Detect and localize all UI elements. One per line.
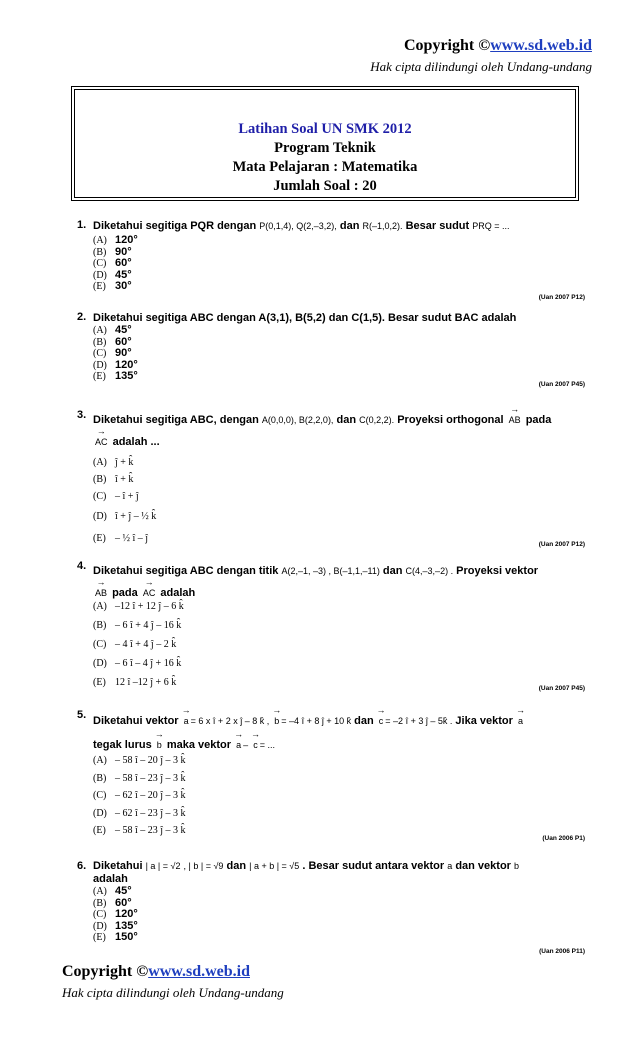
question-stem: Diketahui | a | = √2 , | b | = √9 dan | a + b | = √5 . Besar sudut antara vektor a dan vektor b adalah: [93, 860, 520, 885]
option-c[interactable]: (C) – 4 î + 4 ĵ – 2 k̂: [93, 639, 177, 650]
question-source: (Uan 2006 P11): [539, 948, 585, 955]
vector-ac: → AC: [143, 582, 156, 604]
question-stem: Diketahui segitiga PQR dengan P(0,1,4), Q(2,–3,2), dan R(–1,0,2). Besar sudut PRQ = ...: [93, 220, 510, 232]
option-b[interactable]: (B) – 6 î + 4 ĵ – 16 k̂: [93, 620, 182, 631]
question-source: (Uan 2007 P12): [538, 541, 585, 548]
header-notice: Hak cipta dilindungi oleh Undang-undang: [370, 59, 592, 74]
question-source: (Uan 2007 P12): [538, 294, 585, 301]
header-link[interactable]: www.sd.web.id: [490, 37, 592, 54]
title-line-4: Jumlah Soal : 20: [273, 178, 377, 194]
footer-copyright: [62, 963, 250, 981]
title-line-1: Latihan Soal UN SMK 2012: [238, 121, 412, 137]
question-source: (Uan 2007 P45): [538, 381, 585, 388]
options-list: [93, 597, 184, 692]
question-1: [77, 219, 585, 304]
option-d[interactable]: (D) 120°: [93, 358, 138, 371]
header-copyright-text: Copyright ©: [404, 37, 491, 54]
question-number: 5.: [77, 709, 87, 721]
question-number: 2.: [77, 311, 87, 323]
question-stem: Diketahui segitiga ABC dengan A(3,1), B(5,2) dan C(1,5). Besar sudut BAC adalah: [93, 312, 517, 324]
footer-notice: Hak cipta dilindungi oleh Undang-undang: [62, 985, 284, 1000]
title-line-3: Mata Pelajaran : Matematika: [232, 159, 418, 175]
question-2: [77, 311, 585, 391]
question-source: (Uan 2006 P1): [542, 835, 585, 842]
question-5: [77, 709, 585, 849]
question-4: [77, 560, 585, 696]
question-number: 3.: [77, 409, 87, 421]
option-e[interactable]: (E) 135°: [93, 370, 138, 382]
vector-ab: → AB: [95, 582, 107, 604]
question-3: [77, 409, 585, 549]
options-list: [93, 886, 138, 944]
question-stem: Diketahui segitiga ABC dengan titik A(2,–1, –3) , B(–1,1,–11) dan C(4,–3,–2) . Proyeksi vektor → AB pada → AC adalah: [93, 560, 585, 604]
options-list: [93, 752, 186, 840]
option-c[interactable]: (C) – î + ĵ: [93, 491, 139, 502]
footer-link[interactable]: www.sd.web.id: [148, 963, 250, 980]
question-stem: Diketahui segitiga ABC, dengan A(0,0,0), B(2,2,0), dan C(0,2,2). Proyeksi orthogonal → AB pada → AC adalah ...: [93, 409, 585, 453]
option-d[interactable]: (D) 45°: [93, 268, 132, 281]
option-d[interactable]: (D) 135°: [93, 919, 138, 932]
vector-ac: → AC: [95, 431, 108, 453]
option-c[interactable]: (C) 60°: [93, 257, 132, 269]
option-c[interactable]: (C) 90°: [93, 347, 132, 359]
option-b[interactable]: (B) î + k̂: [93, 474, 134, 485]
option-e[interactable]: (E) 12 î –12 ĵ + 6 k̂: [93, 677, 177, 688]
footer-copyright-text: Copyright ©: [62, 963, 149, 980]
title-box: [71, 86, 579, 201]
header-copyright: [404, 37, 592, 55]
title-line-2: Program Teknik: [274, 140, 376, 156]
option-d[interactable]: (D) – 6 î – 4 ĵ + 16 k̂: [93, 658, 182, 669]
options-list: [93, 454, 156, 549]
question-number: 4.: [77, 560, 87, 572]
question-source: (Uan 2007 P45): [538, 685, 585, 692]
option-e[interactable]: (E) – 58 î – 23 ĵ – 3 k̂: [93, 825, 186, 836]
question-6: [77, 860, 585, 958]
option-c[interactable]: (C) 120°: [93, 908, 138, 920]
options-list: [93, 235, 138, 293]
options-list: [93, 325, 138, 383]
option-a[interactable]: (A) 120°: [93, 234, 138, 246]
question-stem: Diketahui vektor → a = 6 x î + 2 x ĵ – 8 k̂ , → b = –4 î + 8 ĵ + 10 k̂ dan → c = –2 î + 3 ĵ – 5k̂ . Jika vektor → a tegak lurus → b maka vektor → a – → c = ...: [93, 709, 585, 757]
question-number: 6.: [77, 860, 87, 872]
option-e[interactable]: (E) 30°: [93, 280, 132, 292]
option-a[interactable]: (A) – 58 î – 20 ĵ – 3 k̂: [93, 755, 186, 766]
option-a[interactable]: (A) 45°: [93, 885, 132, 897]
option-c[interactable]: (C) – 62 î – 20 ĵ – 3 k̂: [93, 790, 186, 801]
question-number: 1.: [77, 219, 87, 231]
option-b[interactable]: (B) 60°: [93, 335, 132, 348]
option-d[interactable]: (D) î + ĵ – ½ k̂: [93, 511, 157, 522]
option-a[interactable]: (A) ĵ + k̂: [93, 457, 134, 468]
option-d[interactable]: (D) – 62 î – 23 ĵ – 3 k̂: [93, 807, 186, 819]
option-b[interactable]: (B) – 58 î – 23 ĵ – 3 k̂: [93, 772, 186, 784]
option-a[interactable]: (A) –12 î + 12 ĵ – 6 k̂: [93, 601, 184, 612]
option-b[interactable]: (B) 90°: [93, 245, 132, 258]
option-a[interactable]: (A) 45°: [93, 324, 132, 336]
option-e[interactable]: (E) 150°: [93, 931, 138, 943]
option-e[interactable]: (E) – ½ î – ĵ: [93, 533, 149, 544]
vector-ab: → AB: [509, 409, 521, 431]
option-b[interactable]: (B) 60°: [93, 896, 132, 909]
